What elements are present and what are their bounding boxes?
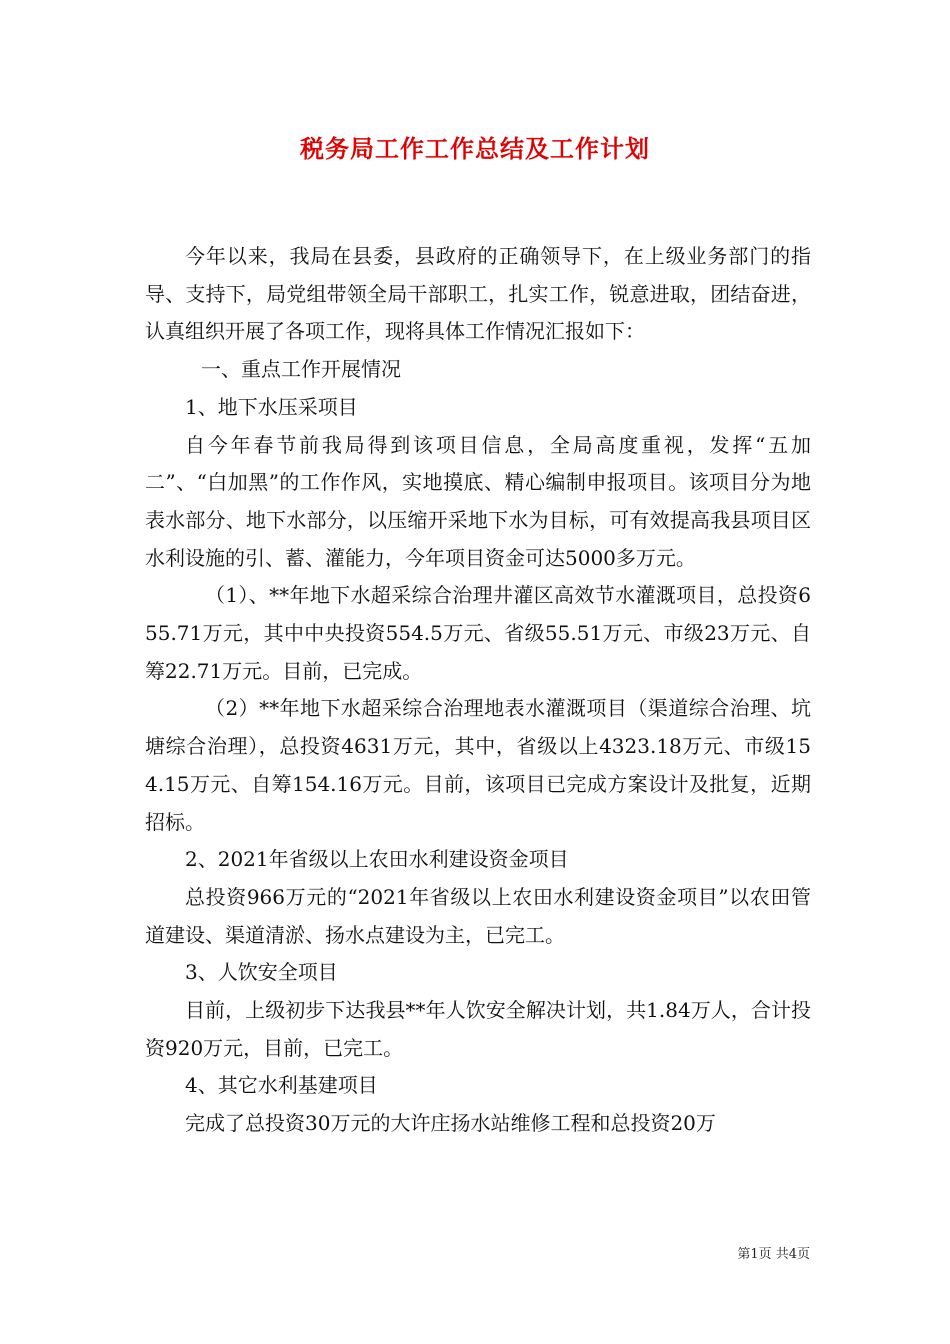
page-number: 第1页 共4页 bbox=[737, 1247, 810, 1262]
body-paragraph: （2）**年地下水超采综合治理地表水灌溉项目（渠道综合治理、坑塘综合治理），总投资4631万元，其中，省级以上4323.18万元、市级154.15万元、自筹154.16万元。目前，该项目已完成方案设计及批复，近期招标。 bbox=[145, 696, 811, 834]
document-title: 税务局工作工作总结及工作计划 bbox=[300, 134, 650, 163]
subsection-heading: 1、地下水压采项目 bbox=[185, 394, 358, 419]
body-paragraph: 目前，上级初步下达我县**年人饮安全解决计划，共1.84万人，合计投资920万元，目前，已完工。 bbox=[145, 998, 811, 1060]
section-heading: 一、重点工作开展情况 bbox=[201, 357, 401, 382]
body-paragraph: 自今年春节前我局得到该项目信息，全局高度重视，发挥“五加二”、“白加黑”的工作作风，实地摸底、精心编制申报项目。该项目分为地表水部分、地下水部分，以压缩开采地下水为目标，可有效提高我县项目区水利设施的引、蓄、灌能力，今年项目资金可达5000多万元。 bbox=[145, 432, 811, 570]
intro-paragraph: 今年以来，我局在县委，县政府的正确领导下，在上级业务部门的指导、支持下，局党组带领全局干部职工，扎实工作，锐意进取，团结奋进，认真组织开展了各项工作，现将具体工作情况汇报如下： bbox=[145, 244, 811, 344]
subsection-heading: 3、人饮安全项目 bbox=[185, 960, 338, 985]
body-paragraph: （1）、**年地下水超采综合治理井灌区高效节水灌溉项目，总投资655.71万元，其中中央投资554.5万元、省级55.51万元、市级23万元、自筹22.71万元。目前，已完成。 bbox=[145, 583, 811, 683]
body-paragraph: 完成了总投资30万元的大许庄扬水站维修工程和总投资20万 bbox=[185, 1111, 716, 1136]
subsection-heading: 4、其它水利基建项目 bbox=[185, 1073, 378, 1098]
body-paragraph: 总投资966万元的“2021年省级以上农田水利建设资金项目”以农田管道建设、渠道清淤、扬水点建设为主，已完工。 bbox=[145, 884, 811, 947]
document-body bbox=[145, 238, 811, 1143]
subsection-heading: 2、2021年省级以上农田水利建设资金项目 bbox=[185, 847, 569, 872]
